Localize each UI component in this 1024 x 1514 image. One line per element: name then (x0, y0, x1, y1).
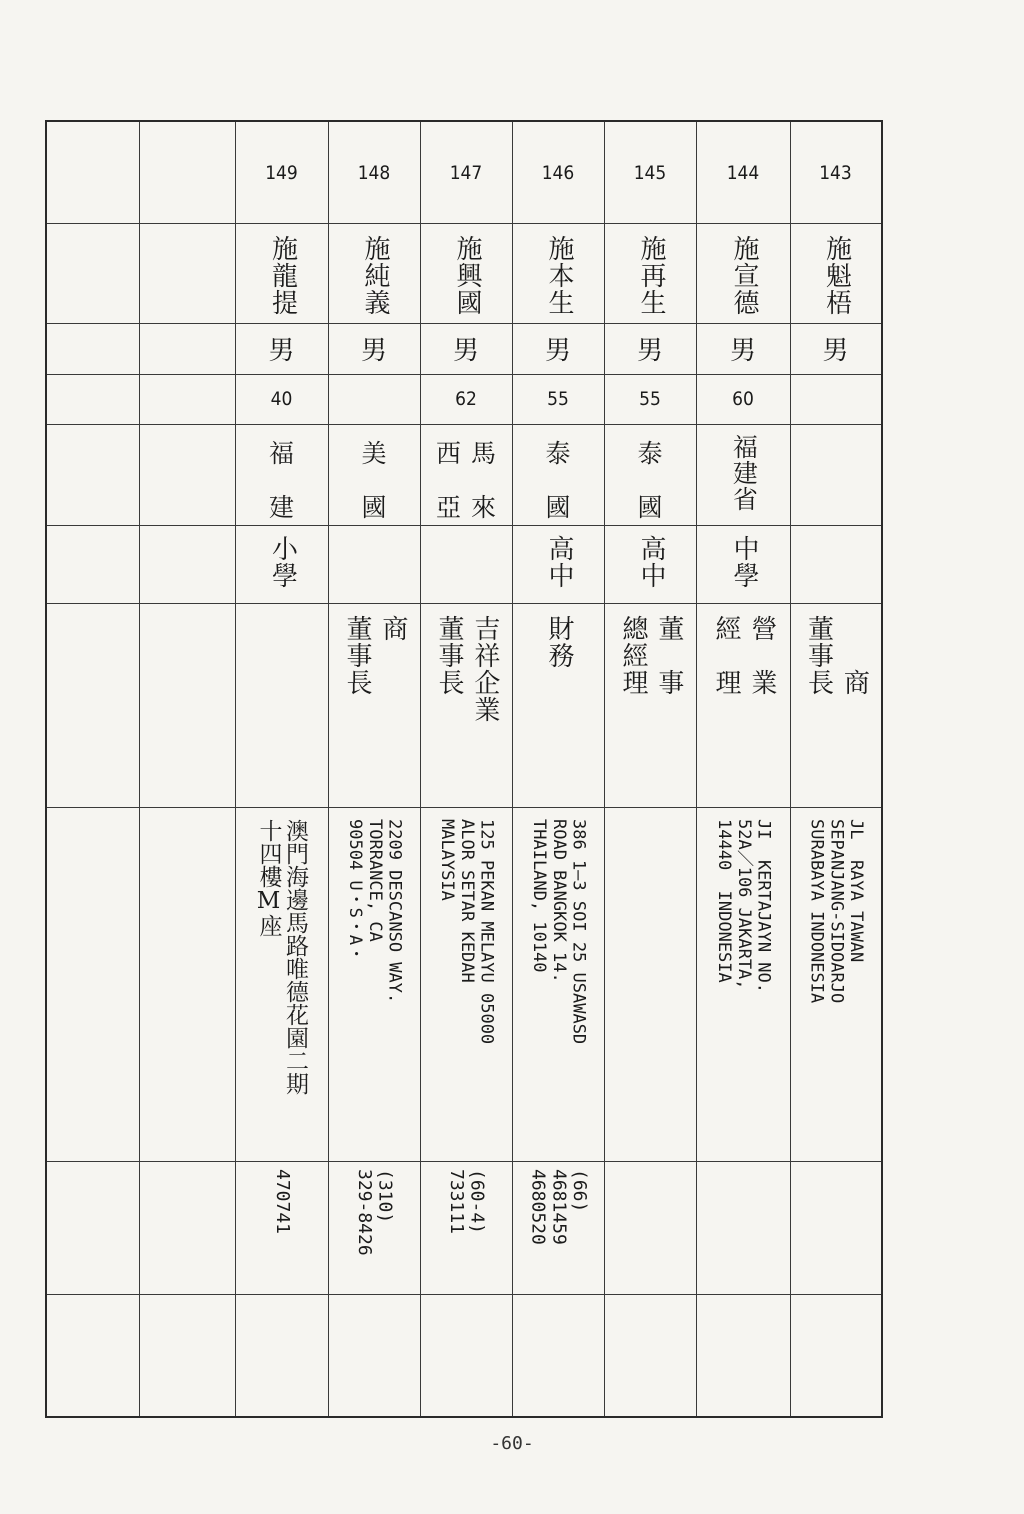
record-name-text: 施再生 (635, 235, 666, 316)
record-name (790, 235, 881, 323)
record-address-text: JL RAYA TAWAN SEPANJANG-SIDOARJO SURABAYA INDONESIA (806, 819, 866, 1004)
record-address (420, 819, 512, 1159)
record-occupation-text: 商 (839, 615, 870, 696)
record-phone (604, 1169, 696, 1293)
record-phone (512, 1169, 604, 1293)
record-phone-text: (66) 4681459 4680520 (527, 1169, 591, 1245)
record-occupation-text: 總經理 (618, 615, 648, 696)
record-address (512, 819, 604, 1159)
record-number: 143 (819, 161, 852, 184)
record-origin (235, 434, 328, 526)
record-education (512, 535, 604, 603)
record-origin (790, 434, 881, 526)
record-occupation (696, 615, 790, 805)
record-phone-text: (60-4) 733111 (446, 1169, 488, 1235)
record-age: 55 (547, 388, 569, 410)
page-number: -60- (490, 1433, 534, 1454)
record-age: 40 (270, 388, 293, 410)
record-origin-text: 西 (435, 439, 461, 468)
record-origin-text: 美 (361, 439, 387, 468)
record-gender (235, 323, 328, 373)
record-name (512, 235, 604, 323)
record-number: 149 (265, 161, 298, 184)
record-name (235, 235, 328, 323)
record-phone (235, 1169, 328, 1293)
record-education-text: 小學 (267, 535, 298, 589)
directory-table (45, 120, 883, 1418)
record-phone (328, 1169, 420, 1293)
record-occupation (235, 615, 328, 805)
record-origin-text: 國 (637, 493, 663, 522)
record-address (328, 819, 420, 1159)
record-name (420, 235, 512, 323)
record-phone (696, 1169, 790, 1293)
record-name-text: 施興國 (451, 235, 482, 316)
record-gender (420, 323, 512, 373)
record-education (604, 535, 696, 603)
record-gender-text: 男 (729, 335, 756, 366)
record-name-text: 施純義 (359, 235, 390, 316)
record-occupation-text: 商 (377, 615, 408, 642)
record-name (328, 235, 420, 323)
record-education (696, 535, 790, 603)
record-address-text: JI KERTAJAYN NO. 52A／106 JAKARTA, 14440 INDONESIA (714, 819, 774, 993)
record-occupation-text: 董事長 (434, 615, 464, 696)
record-gender-text: 男 (822, 335, 849, 366)
record-gender-text: 男 (452, 335, 479, 366)
record-address-text: 125 PEKAN MELAYU 05000 ALOR SETAR KEDAH MALAYSIA (437, 819, 497, 1045)
record-age (790, 374, 881, 424)
record-origin-text: 來 (471, 493, 497, 522)
record-education-text: 高中 (543, 535, 574, 589)
record-origin-text: 福建省 (729, 434, 759, 512)
record-occupation-text: 董 事 (653, 615, 684, 696)
record-phone (420, 1169, 512, 1293)
record-origin-text: 福 (268, 439, 294, 468)
record-gender-text: 男 (268, 335, 295, 366)
record-gender (328, 323, 420, 373)
record-occupation (420, 615, 512, 805)
record-age (328, 374, 420, 424)
record-gender (790, 323, 881, 373)
record-number: 148 (357, 161, 391, 184)
record-education-text: 高中 (635, 535, 666, 589)
record-name (696, 235, 790, 323)
record-occupation-text: 吉祥企業 (469, 615, 500, 723)
record-occupation (790, 615, 881, 805)
record-origin (420, 434, 512, 526)
record-name-text: 施本生 (543, 235, 574, 316)
record-occupation-text: 董事長 (803, 615, 834, 696)
record-phone-text: 470741 (271, 1169, 293, 1235)
record-occupation-text: 董事長 (342, 615, 372, 696)
record-age: 55 (639, 388, 661, 410)
record-address-text: 澳門海邊馬路唯德花園二期 (281, 819, 308, 1095)
record-occupation-text: 財務 (543, 615, 574, 669)
record-age: 62 (455, 388, 477, 410)
record-origin-text: 建 (268, 493, 294, 522)
record-origin-text: 國 (545, 493, 571, 522)
record-name-text: 施龍提 (267, 235, 298, 316)
record-occupation (512, 615, 604, 805)
record-origin (512, 434, 604, 526)
record-address (604, 819, 696, 1159)
record-address (790, 819, 881, 1159)
record-name-text: 施魁梧 (821, 235, 852, 316)
record-education (790, 535, 881, 603)
record-education (420, 535, 512, 603)
record-origin-text: 亞 (435, 493, 461, 522)
record-education (328, 535, 420, 603)
record-occupation (328, 615, 420, 805)
record-address-text: 2209 DESCANSO WAY. TORRANCE, CA 90504 U・S・A・ (345, 819, 405, 1004)
record-gender-text: 男 (544, 335, 571, 366)
record-number: 147 (449, 161, 483, 184)
record-occupation-text: 營 業 (746, 615, 777, 696)
record-address (235, 819, 328, 1159)
record-origin-text: 泰 (545, 439, 571, 468)
record-gender-text: 男 (360, 335, 387, 366)
record-gender (512, 323, 604, 373)
record-origin-text: 馬 (471, 439, 497, 468)
record-number: 146 (541, 161, 575, 184)
record-education (235, 535, 328, 603)
record-origin-text: 泰 (637, 439, 663, 468)
record-gender-text: 男 (636, 335, 663, 366)
record-phone (790, 1169, 881, 1293)
record-phone-text: (310) 329-8426 (354, 1169, 396, 1256)
record-gender (604, 323, 696, 373)
record-address-text: 十四樓M座 (255, 819, 282, 937)
record-occupation-text: 經 理 (711, 615, 741, 696)
record-occupation (604, 615, 696, 805)
record-age: 60 (732, 388, 754, 410)
record-education-text: 中學 (728, 535, 759, 589)
record-origin-text: 國 (361, 493, 387, 522)
record-name (604, 235, 696, 323)
record-number: 144 (726, 161, 760, 184)
record-gender (696, 323, 790, 373)
record-address-text: 386 1—3 SOI 25 USAWASD ROAD BANGKOK 14. THAILAND, 10140 (529, 819, 589, 1045)
record-origin (604, 434, 696, 526)
record-origin (328, 434, 420, 526)
record-address (696, 819, 790, 1159)
record-number: 145 (633, 161, 667, 184)
record-name-text: 施宣德 (728, 235, 759, 316)
record-origin (696, 434, 790, 526)
